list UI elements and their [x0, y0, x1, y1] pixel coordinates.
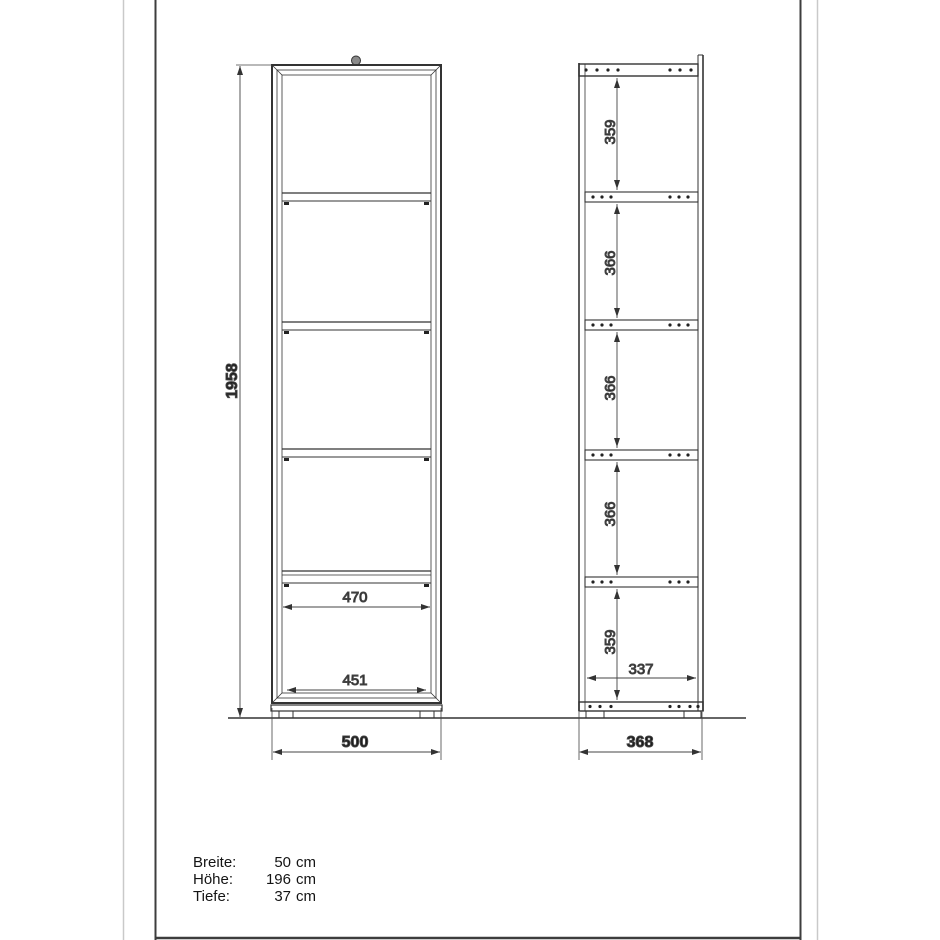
dim-shelf-width-label: 470: [342, 589, 368, 606]
dim-compartment-1-label: 359: [602, 119, 619, 145]
dim-height-label: 1958: [224, 363, 241, 399]
front-shelves: [282, 193, 431, 587]
dim-overall-width-label: 500: [341, 734, 369, 751]
top-board-screws: [584, 68, 692, 71]
spec-height-unit: cm: [296, 871, 316, 888]
dim-compartment-4-label: 366: [602, 501, 619, 527]
spec-width-value: 50: [274, 854, 291, 871]
spec-height-value: 196: [265, 871, 291, 888]
spec-depth-value: 37: [274, 888, 291, 905]
page-frame: [124, 0, 818, 940]
spec-height-label: Höhe:: [193, 871, 234, 888]
side-view: [579, 55, 703, 718]
spec-width-unit: cm: [296, 854, 316, 871]
spec-depth-unit: cm: [296, 888, 316, 905]
front-dimensions: [224, 65, 441, 760]
spec-depth-label: Tiefe:: [193, 888, 230, 905]
side-base: [579, 702, 703, 718]
dim-overall-depth-label: 368: [626, 734, 654, 751]
front-base: [271, 705, 442, 718]
knob: [352, 56, 361, 65]
spec-row-height: [193, 871, 316, 888]
front-view: [271, 56, 442, 718]
dim-compartment-2-label: 366: [602, 250, 619, 276]
spec-width-label: Breite:: [193, 854, 237, 871]
dim-compartment-3-label: 366: [602, 375, 619, 401]
spec-row-width: [193, 854, 316, 871]
dimensions-summary: [193, 854, 316, 905]
dim-inner-depth-label: 337: [628, 661, 654, 678]
spec-row-depth: [193, 888, 316, 905]
dim-base-width-label: 451: [342, 672, 368, 689]
side-dimensions: [579, 78, 702, 760]
dim-compartment-5-label: 359: [602, 629, 619, 655]
